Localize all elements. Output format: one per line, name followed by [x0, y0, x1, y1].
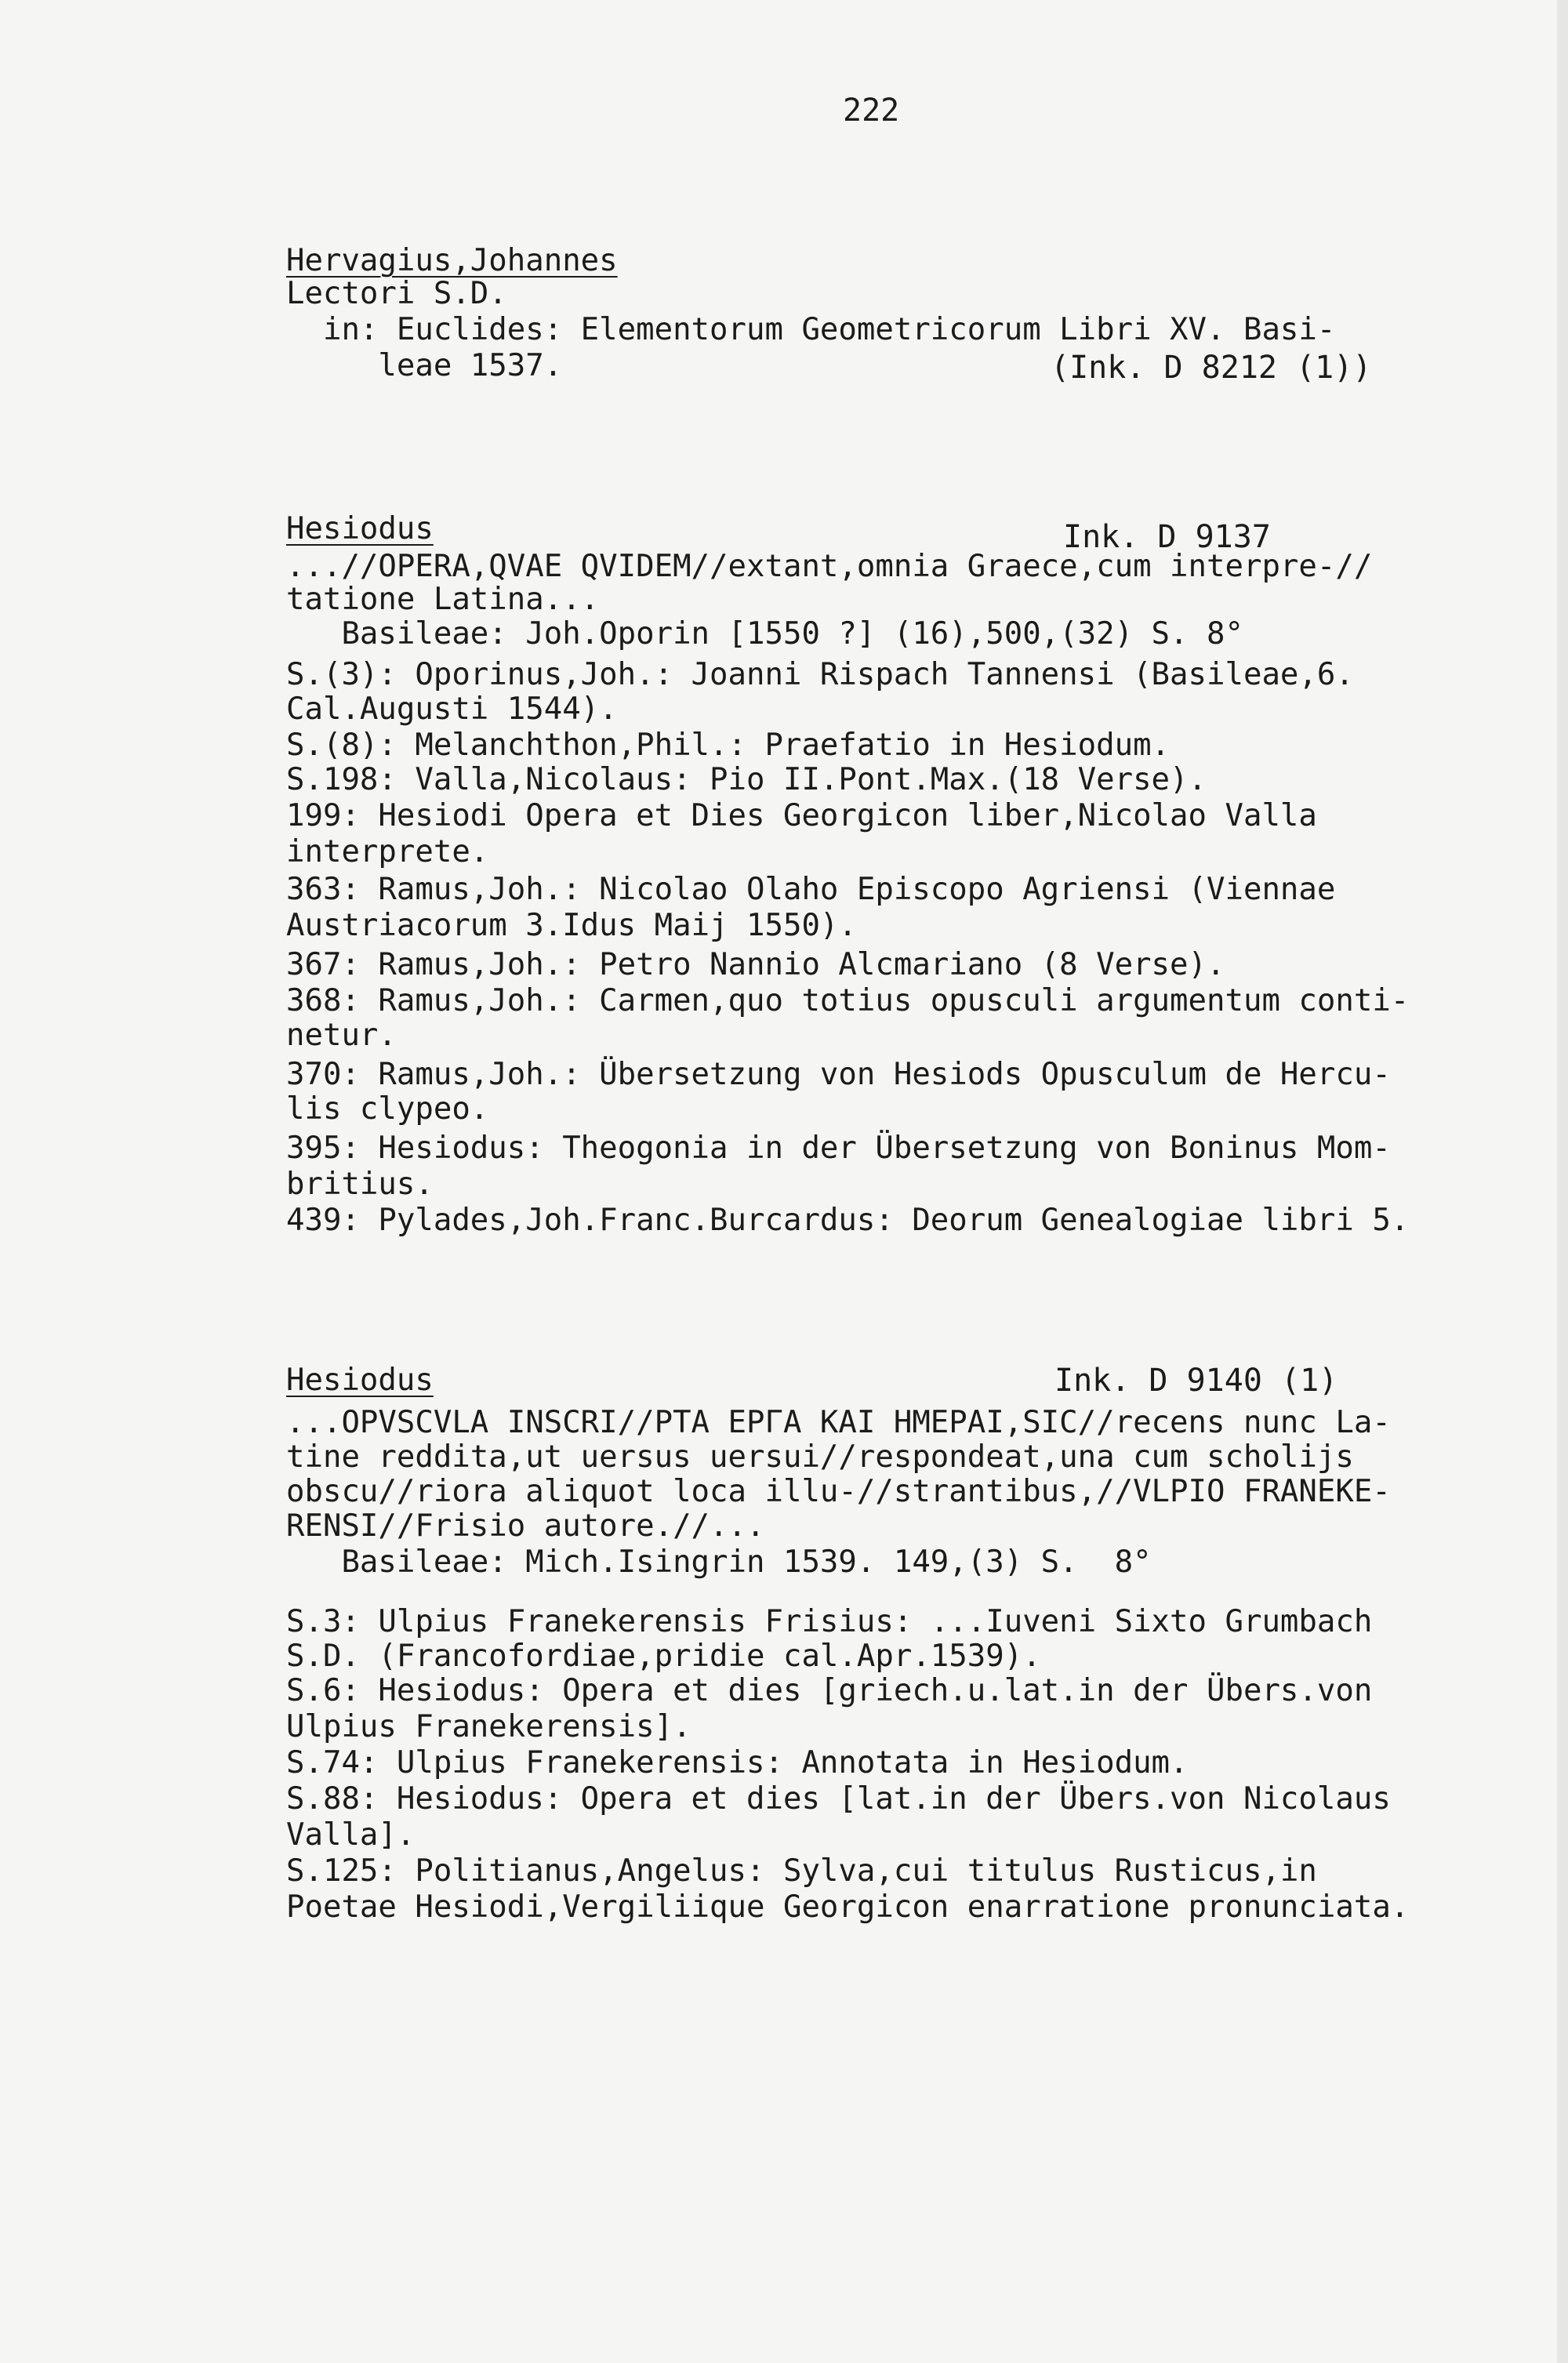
entry-line: in: Euclides: Elementorum Geometricorum Libri XV. Basi- [286, 312, 1336, 347]
entry-line: S.3: Ulpius Franekerensis Frisius: ...Iuveni Sixto Grumbach [286, 1604, 1373, 1639]
entry-line: obscu//riora aliquot loca illu-//strantibus,//VLPIO FRANEKE- [286, 1474, 1391, 1509]
entry-line: 439: Pylades,Joh.Franc.Burcardus: Deorum Genealogiae libri 5. [286, 1203, 1410, 1238]
entry-line: RENSI//Frisio autore.//... [286, 1508, 765, 1544]
entry-heading: Hesiodus [286, 511, 434, 546]
entry-line: lis clypeo. [286, 1091, 489, 1127]
entry-line: Lectori S.D. [286, 276, 507, 311]
shelfmark: Ink. D 9137 [1063, 519, 1271, 555]
entry-line: S.125: Politianus,Angelus: Sylva,cui titulus Rusticus,in [286, 1853, 1317, 1889]
entry-line: Basileae: Mich.Isingrin 1539. 149,(3) S. 8° [286, 1544, 1152, 1580]
entry-line: Basileae: Joh.Oporin [1550 ?] (16),500,(32) S. 8° [286, 616, 1243, 652]
entry-line: S.6: Hesiodus: Opera et dies [griech.u.lat.in der Übers.von [286, 1673, 1373, 1708]
entry-line: britius. [286, 1167, 434, 1202]
entry-line: Cal.Augusti 1544). [286, 691, 618, 727]
shelfmark: Ink. D 9140 (1) [1054, 1363, 1338, 1399]
entry-line: tatione Latina... [286, 582, 600, 617]
page-edge [1557, 0, 1568, 2363]
entry-line: S.74: Ulpius Franekerensis: Annotata in Hesiodum. [286, 1745, 1189, 1780]
entry-line: S.198: Valla,Nicolaus: Pio II.Pont.Max.(18 Verse). [286, 762, 1207, 797]
entry-line: Austriacorum 3.Idus Maij 1550). [286, 908, 857, 943]
entry-heading: Hesiodus [286, 1363, 434, 1398]
entry-line: leae 1537. [286, 348, 563, 383]
entry-line: S.88: Hesiodus: Opera et dies [lat.in der Übers.von Nicolaus [286, 1781, 1391, 1817]
entry-line: Valla]. [286, 1817, 416, 1853]
entry-line: Ulpius Franekerensis]. [286, 1709, 691, 1744]
entry-line: tine reddita,ut uersus uersui//respondeat,una cum scholijs [286, 1439, 1354, 1475]
entry-line: ...OPVSCVLA INSCRI//PTA EPΓA KAI HMEPAI,SIC//recens nunc La- [286, 1405, 1391, 1440]
page-number: 222 [843, 93, 900, 129]
entry-line: interprete. [286, 834, 489, 869]
entry-line: 199: Hesiodi Opera et Dies Georgicon liber,Nicolao Valla [286, 798, 1317, 833]
entry-line: S.(8): Melanchthon,Phil.: Praefatio in Hesiodum. [286, 728, 1171, 763]
entry-line: 395: Hesiodus: Theogonia in der Übersetzung von Boninus Mom- [286, 1131, 1391, 1166]
entry-line: S.(3): Oporinus,Joh.: Joanni Rispach Tannensi (Basileae,6. [286, 657, 1354, 692]
entry-line: Poetae Hesiodi,Vergiliique Georgicon enarratione pronunciata. [286, 1889, 1410, 1925]
entry-line: 370: Ramus,Joh.: Übersetzung von Hesiods Opusculum de Hercu- [286, 1057, 1391, 1092]
entry-line: ...//OPERA,QVAE QVIDEM//extant,omnia Graece,cum interpre-// [286, 549, 1373, 584]
entry-line: 368: Ramus,Joh.: Carmen,quo totius opusculi argumentum conti- [286, 983, 1410, 1018]
entry-line: 363: Ramus,Joh.: Nicolao Olaho Episcopo Agriensi (Viennae [286, 872, 1336, 907]
entry-heading: Hervagius,Johannes [286, 243, 618, 278]
shelfmark: (Ink. D 8212 (1)) [1051, 350, 1372, 386]
entry-line: 367: Ramus,Joh.: Petro Nannio Alcmariano (8 Verse). [286, 947, 1225, 982]
entry-line: S.D. (Francofordiae,pridie cal.Apr.1539). [286, 1639, 1041, 1674]
entry-line: netur. [286, 1018, 397, 1053]
